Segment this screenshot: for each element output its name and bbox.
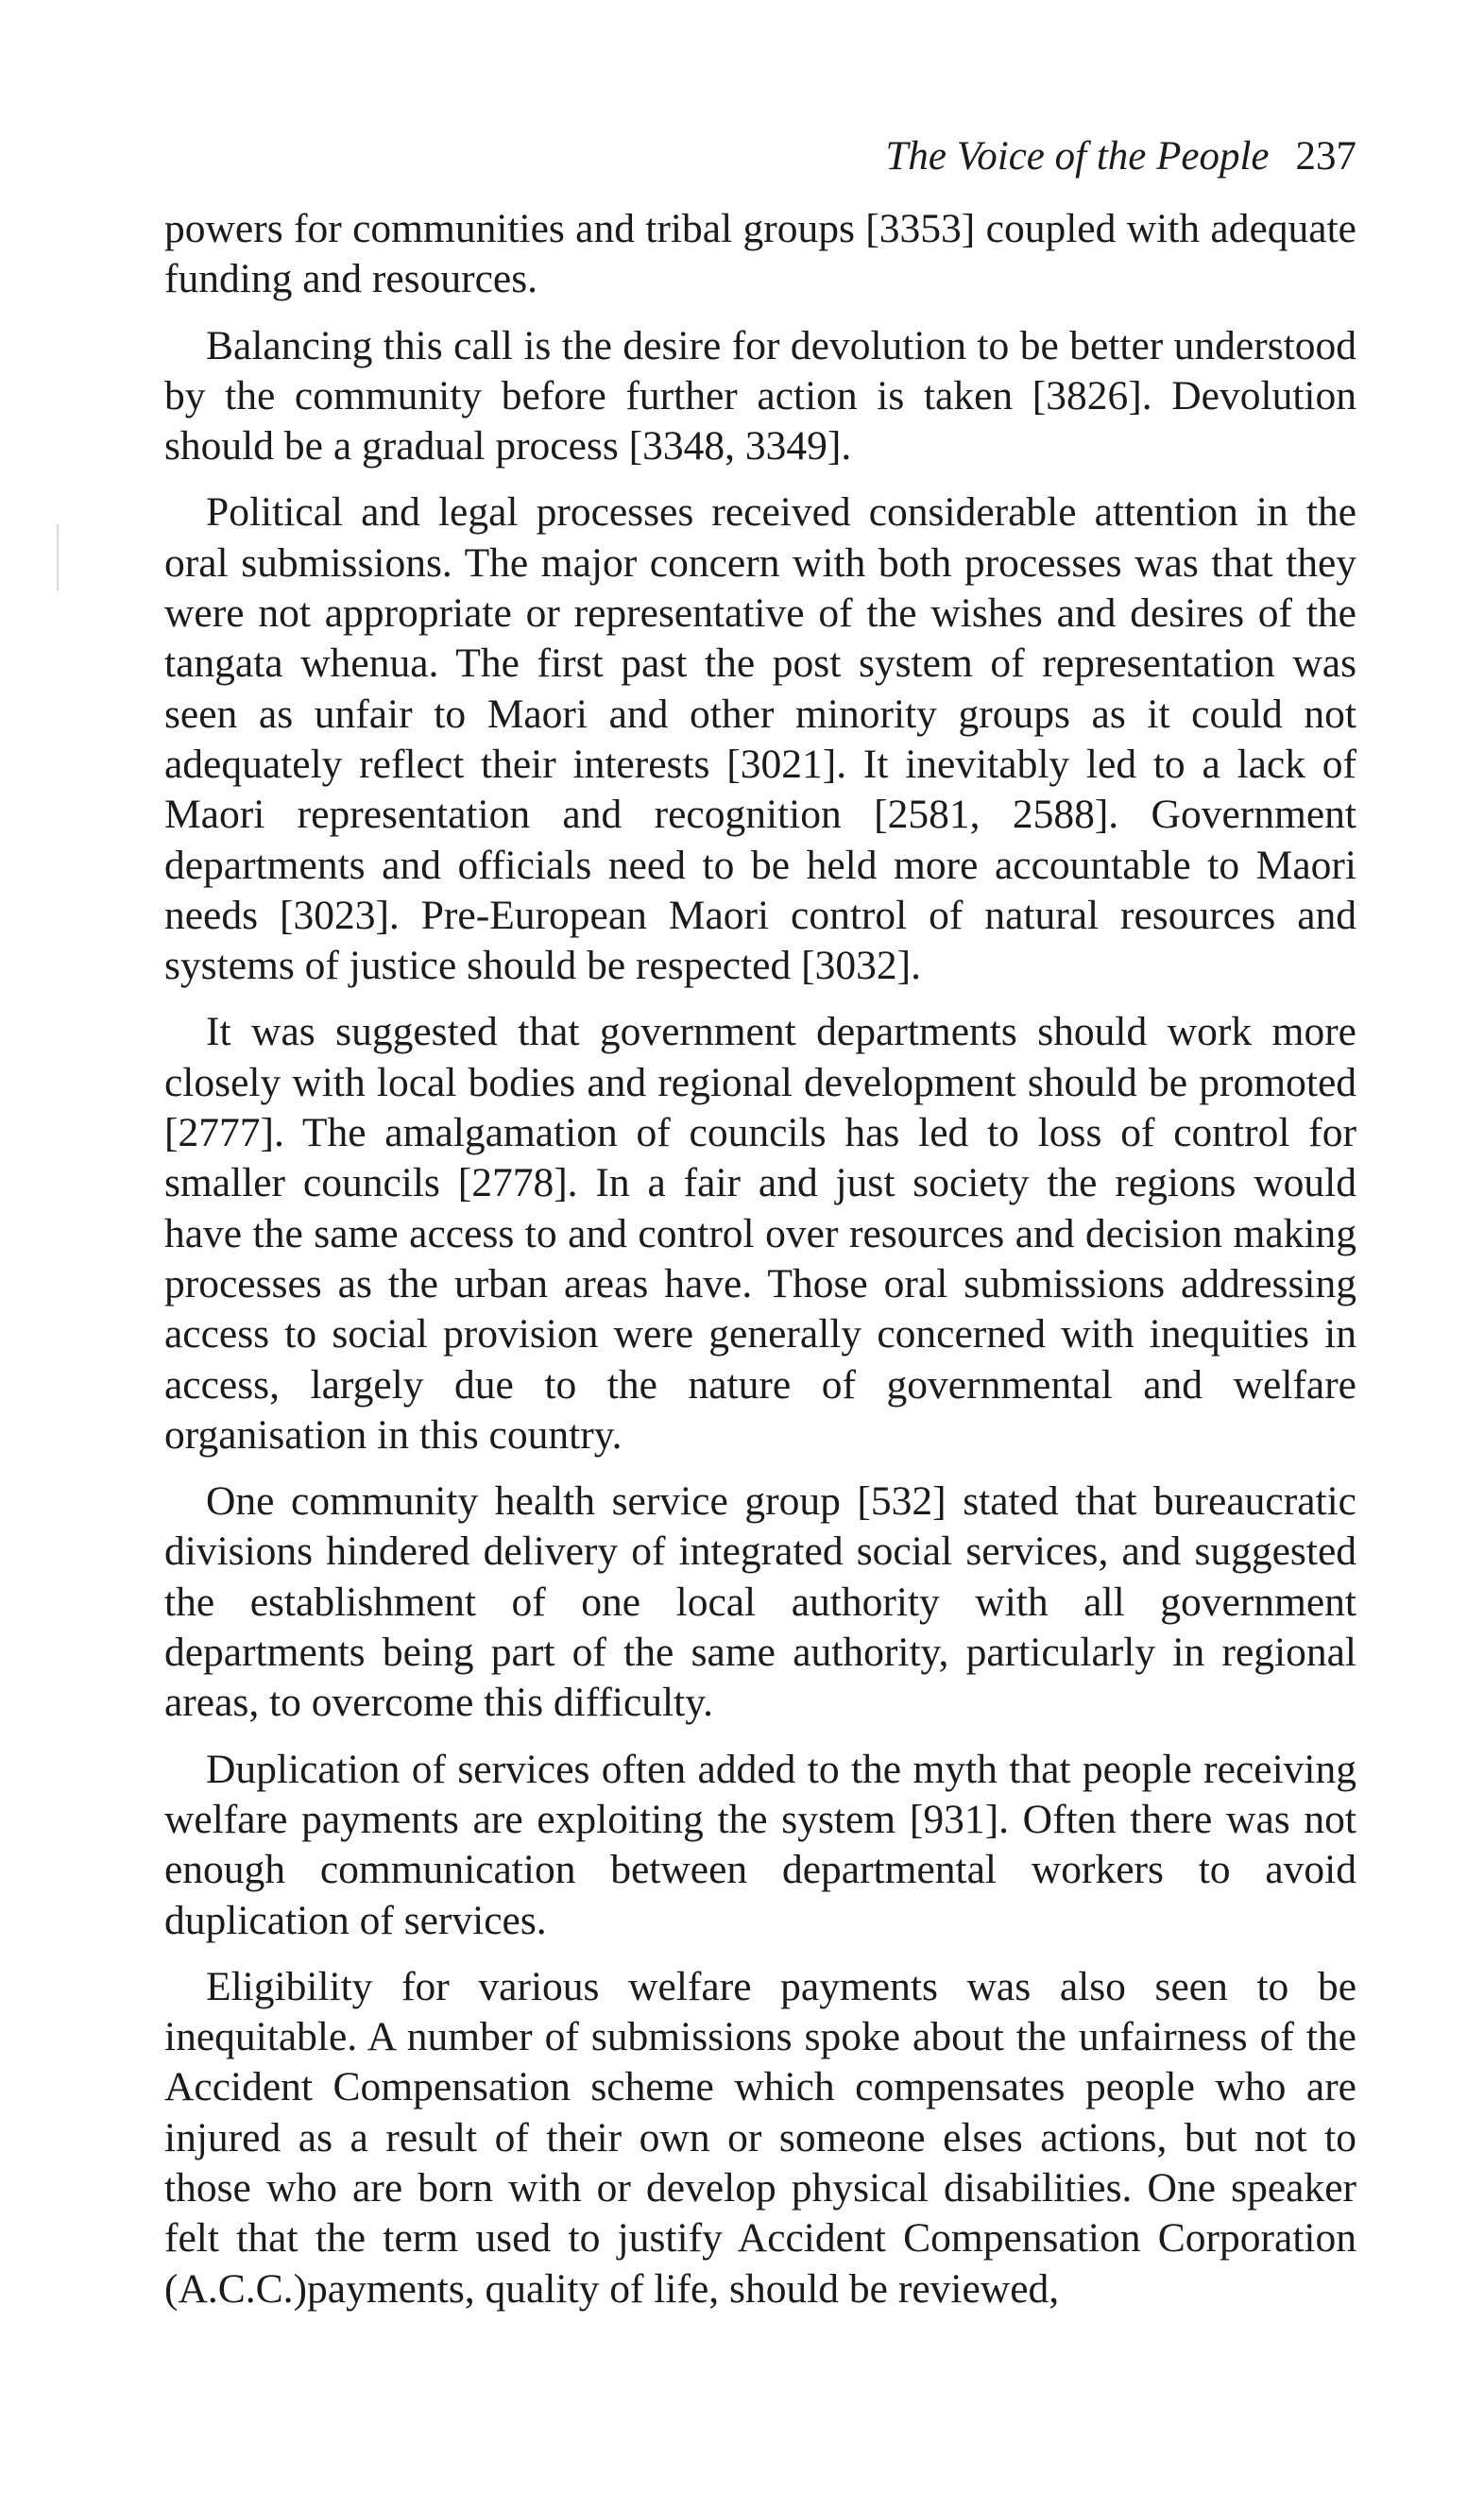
body-text bbox=[164, 204, 1356, 2314]
paragraph-4: It was suggested that government departments should work more closely with local bodies and regional development should be promoted [2777]. The amalgamation of councils has led to loss of control for smaller councils [2778]. In a fair and just society the regions would have the same access to and control over resources and decision making processes as the urban areas have. Those oral submissions addressing access to social provision were generally concerned with inequities in access, largely due to the nature of governmental and welfare organisation in this country. bbox=[164, 1009, 1356, 1458]
margin-mark bbox=[57, 524, 59, 590]
running-head bbox=[164, 123, 1356, 191]
paragraph-2: Balancing this call is the desire for devolution to be better understood by the community before further action is taken [3826]. Devolution should be a gradual process [3348, 3349]. bbox=[164, 322, 1356, 470]
paragraph-7: Eligibility for various welfare payments was also seen to be inequitable. A number of submissions spoke about the unfairness of the Accident Compensation scheme which compensates people who are injured as a result of their own or someone elses actions, but not to those who are born with or develop physical disabilities. One speaker felt that the term used to justify Accident Compensation Corporation (A.C.C.)payments, quality of life, should be reviewed, bbox=[164, 1963, 1356, 2312]
running-title: The Voice of the People bbox=[885, 134, 1270, 179]
book-page bbox=[164, 123, 1356, 2331]
paragraph-3: Political and legal processes received considerable attention in the oral submissions. The major concern with both processes was that they were not appropriate or representative of the wishes and desires of the tangata whenua. The first past the post system of representation was seen as unfair to Maori and other minority groups as it could not adequately reflect their interests [3021]. It inevitably led to a lack of Maori representation and recognition [2581, 2588]. Government departments and officials need to be held more accountable to Maori needs [3023]. Pre-European Maori control of natural resources and systems of justice should be respected [3032]. bbox=[164, 489, 1356, 989]
page-number: 237 bbox=[1295, 134, 1356, 179]
paragraph-5: One community health service group [532] stated that bureaucratic divisions hindered delivery of integrated social services, and suggested the establishment of one local authority with all government departments being part of the same authority, particularly in regional areas, to overcome this difficulty. bbox=[164, 1478, 1356, 1726]
paragraph-1: powers for communities and tribal groups [3353] coupled with adequate funding and resources. bbox=[164, 206, 1356, 302]
paragraph-6: Duplication of services often added to the myth that people receiving welfare payments are exploiting the system [931]. Often there was not enough communication between departmental workers to avoid duplication of services. bbox=[164, 1746, 1356, 1943]
